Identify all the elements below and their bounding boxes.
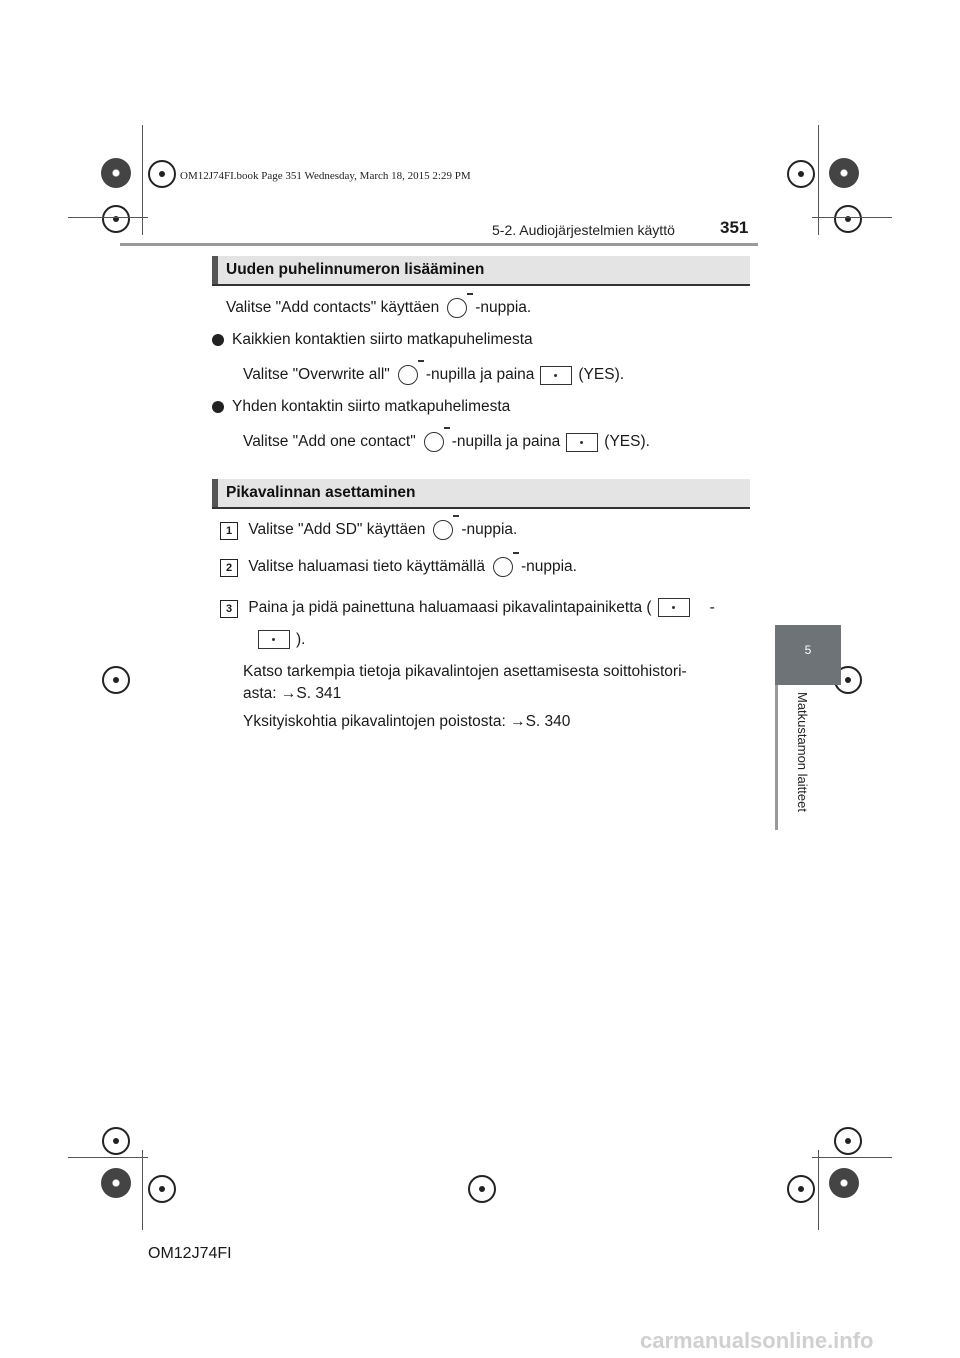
bullet-icon xyxy=(212,334,224,346)
crop-line xyxy=(68,1157,148,1158)
section-heading: Uuden puhelinnumeron lisääminen xyxy=(212,256,750,286)
button-icon xyxy=(658,598,690,617)
knob-icon xyxy=(493,557,513,577)
footer-code: OM12J74FI xyxy=(148,1245,232,1262)
knob-icon xyxy=(398,365,418,385)
step-continuation: ). xyxy=(252,630,305,650)
crop-line xyxy=(68,217,148,218)
knob-icon xyxy=(424,432,444,452)
crosshair-icon xyxy=(834,1127,862,1155)
crosshair-icon xyxy=(102,1127,130,1155)
button-icon xyxy=(258,630,290,649)
bullet-item: Kaikkien kontaktien siirto matkapuhelimesta xyxy=(212,330,533,350)
note-line: asta: →S. 341 xyxy=(243,685,342,702)
side-rule xyxy=(775,685,778,830)
book-note: OM12J74FI.book Page 351 Wednesday, March 18, 2015 2:29 PM xyxy=(180,170,471,182)
section-heading: Pikavalinnan asettaminen xyxy=(212,479,750,509)
registration-disc-icon xyxy=(101,158,131,188)
step-number: 3 xyxy=(220,600,238,618)
header-rule xyxy=(120,243,758,246)
crop-line xyxy=(142,1150,143,1230)
crosshair-icon xyxy=(468,1175,496,1203)
instruction-line: Valitse "Add contacts" käyttäen -nuppia. xyxy=(226,299,532,317)
crosshair-icon xyxy=(834,205,862,233)
crosshair-icon xyxy=(102,205,130,233)
instruction-line: Valitse "Add one contact" -nupilla ja paina (YES). xyxy=(243,433,650,451)
crop-line xyxy=(812,1157,892,1158)
step-item: 3 Paina ja pidä painettuna haluamaasi pikavalintapainiketta ( - xyxy=(220,598,715,618)
step-number: 1 xyxy=(220,522,238,540)
page-number: 351 xyxy=(720,218,749,237)
knob-icon xyxy=(433,520,453,540)
button-icon xyxy=(566,433,598,452)
chapter-label: Matkustamon laitteet xyxy=(795,692,810,812)
step-item: 2 Valitse haluamasi tieto käyttämällä -nuppia. xyxy=(220,557,577,577)
crosshair-icon xyxy=(102,666,130,694)
step-number: 2 xyxy=(220,559,238,577)
crop-line xyxy=(142,125,143,235)
crop-line xyxy=(818,1150,819,1230)
crop-line xyxy=(818,125,819,235)
registration-disc-icon xyxy=(829,1168,859,1198)
section-title: 5-2. Audiojärjestelmien käyttö xyxy=(492,222,675,238)
note-line: Katso tarkempia tietoja pikavalintojen asettamisesta soittohistori- xyxy=(243,663,687,680)
crosshair-icon xyxy=(787,1175,815,1203)
button-icon xyxy=(540,366,572,385)
bullet-icon xyxy=(212,401,224,413)
registration-disc-icon xyxy=(101,1168,131,1198)
step-item: 1 Valitse "Add SD" käyttäen -nuppia. xyxy=(220,520,517,540)
note-line: Yksityiskohtia pikavalintojen poistosta: →S. 340 xyxy=(243,713,571,730)
instruction-line: Valitse "Overwrite all" -nupilla ja paina (YES). xyxy=(243,366,625,384)
bullet-item: Yhden kontaktin siirto matkapuhelimesta xyxy=(212,397,510,417)
knob-icon xyxy=(447,298,467,318)
crosshair-icon xyxy=(148,1175,176,1203)
registration-disc-icon xyxy=(829,158,859,188)
crop-line xyxy=(812,217,892,218)
crosshair-icon xyxy=(787,160,815,188)
chapter-tab: 5 xyxy=(775,625,841,685)
crosshair-icon xyxy=(148,160,176,188)
watermark: carmanualsonline.info xyxy=(640,1328,874,1353)
